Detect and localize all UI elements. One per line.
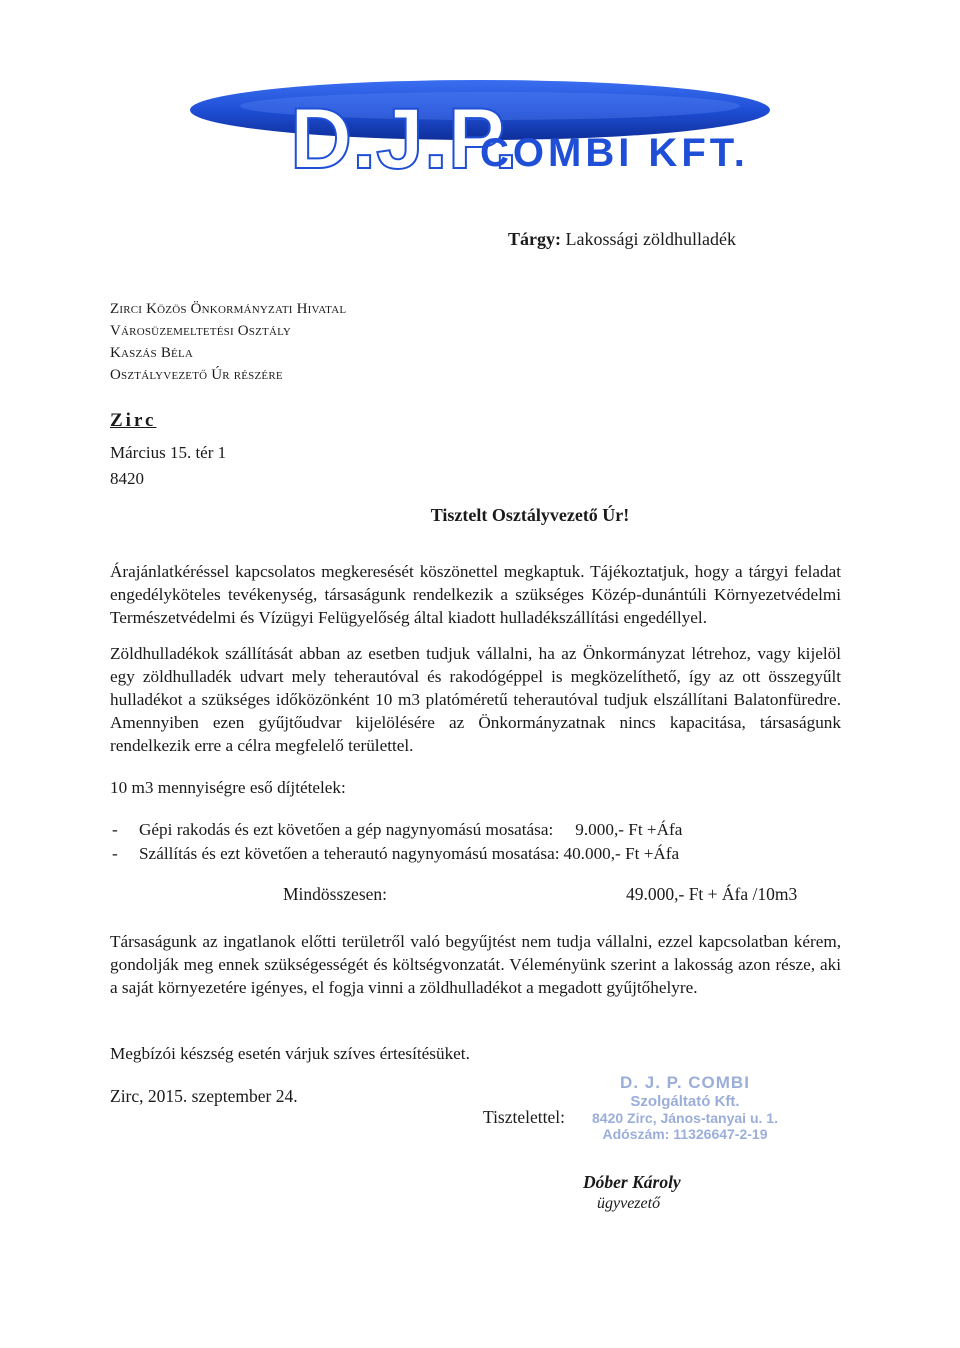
logo-company-name: COMBI KFT. xyxy=(480,131,749,175)
paragraph-intro: Árajánlatkéréssel kapcsolatos megkeresését köszönettel megkaptuk. Tájékoztatjuk, hogy a tárgyi feladat engedélyköteles tevékenység, társaságunk rendelkezik a szükséges Közép-dunántúli Környezetvédelmi Természetvédelmi és Vízügyi Felügyelőség által kiadott hulladékszállítási engedéllyel. xyxy=(110,562,841,627)
paragraph-conditions: Zöldhulladékok szállítását abban az esetben tudjuk vállalni, ha az Önkormányzat létrehoz, vagy kijelöl egy zöldhulladék udvart mely teherautóval és rakodógéppel is megközelíthető, így az ott összegyűlt hulladékot a szükséges időközönként 10 m3 platóméretű teherautóval tudjuk elszállítani Balatonfüredre. Amennyiben ezen gyűjtőudvar kijelölésére az Önkormányzatnak nincs kapacitása, társaságunk rendelkezik erre a célra megfelelő területtel. xyxy=(110,644,841,755)
recipient-line: Kaszás Béla xyxy=(110,345,194,361)
fee-dash: - xyxy=(112,844,118,863)
fee-price: 40.000,- Ft +Áfa xyxy=(563,844,680,863)
subject-line xyxy=(508,229,736,250)
fee-item xyxy=(110,842,682,866)
recipient-line: Városüzemeltetési Osztály xyxy=(110,323,292,339)
stamp-line: 8420 Zirc, János-tanyai u. 1. xyxy=(592,1110,778,1126)
stamp-line: Adószám: 11326647-2-19 xyxy=(602,1126,768,1142)
letter-date: Zirc, 2015. szeptember 24. xyxy=(110,1086,298,1106)
stamp-line: D. J. P. COMBI xyxy=(620,1073,750,1092)
fee-dash: - xyxy=(112,820,118,839)
total-value: 49.000,- Ft + Áfa /10m3 xyxy=(626,884,798,904)
greeting: Tisztelt Osztályvezető Úr! xyxy=(430,505,630,525)
recipient-street: Március 15. tér 1 xyxy=(110,443,227,462)
fee-description: Gépi rakodás és ezt követően a gép nagynyomású mosatása: xyxy=(139,820,554,839)
fee-list xyxy=(110,818,682,866)
recipient-address xyxy=(110,298,346,386)
paragraph-closing: Megbízói készség esetén várjuk szíves értesítésüket. xyxy=(110,1044,470,1063)
recipient-street-block xyxy=(110,440,226,492)
fee-description: Szállítás és ezt követően a teherautó nagynyomású mosatása: xyxy=(139,844,560,863)
recipient-line: Zirci Közös Önkormányzati Hivatal xyxy=(110,301,347,317)
logo-graphic xyxy=(190,68,790,208)
fee-item xyxy=(110,818,682,842)
subject-value: Lakossági zöldhulladék xyxy=(565,229,736,249)
logo-letters: D.J.P. xyxy=(290,91,518,187)
regards: Tisztelettel: xyxy=(483,1107,565,1127)
stamp-line: Szolgáltató Kft. xyxy=(630,1093,740,1110)
signer-name: Dóber Károly xyxy=(583,1172,681,1192)
total-label: Mindösszesen: xyxy=(283,884,388,904)
paragraph-fees-heading: 10 m3 mennyiségre eső díjtételek: xyxy=(110,778,346,797)
fee-price: 9.000,- Ft +Áfa xyxy=(575,820,683,839)
recipient-line: Osztályvezető Úr részére xyxy=(110,367,283,383)
signer-title: ügyvezető xyxy=(597,1195,661,1212)
recipient-postcode: 8420 xyxy=(110,469,144,488)
company-logo xyxy=(190,68,790,208)
subject-label: Tárgy: xyxy=(508,229,561,249)
recipient-city: Zirc xyxy=(110,410,157,431)
company-stamp xyxy=(585,1073,785,1142)
paragraph-collection-note: Társaságunk az ingatlanok előtti területről való begyűjtést nem tudja vállalni, ezzel kapcsolatban kérem, gondolják meg ennek szükségességét és költségvonzatát. Véleményünk szerint a lakosság azon része, aki a saját környezetére igényes, el fogja vinni a zöldhulladékot a megadott gyűjtőhelyre. xyxy=(110,932,841,997)
